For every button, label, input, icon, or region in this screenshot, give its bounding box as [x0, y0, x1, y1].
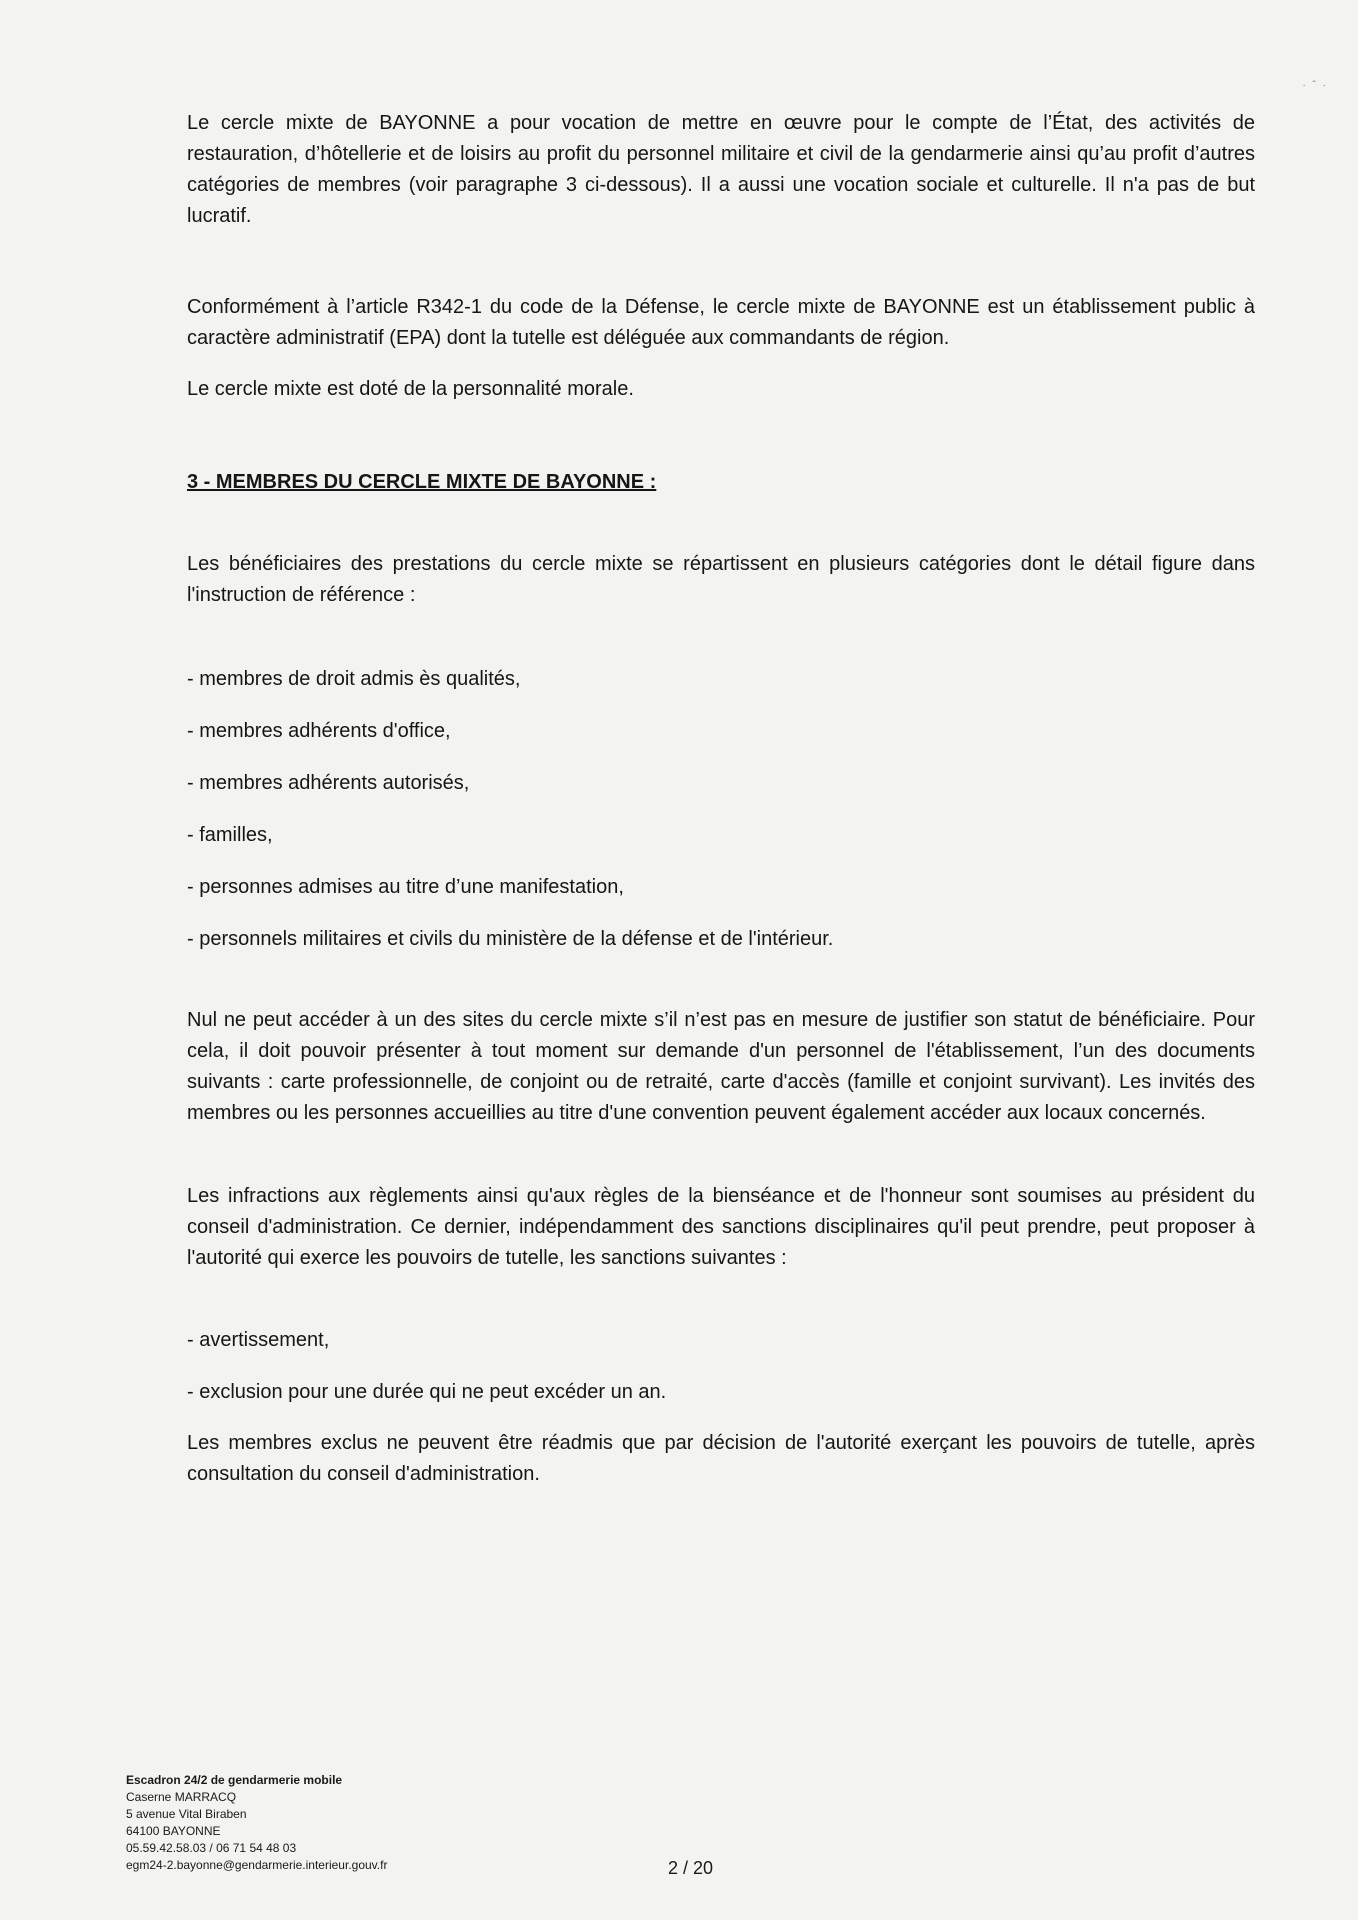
paragraph-access-conditions: Nul ne peut accéder à un des sites du cercle mixte s’il n’est pas en mesure de justifier son statut de bénéficiaire. Pour cela, il doit pouvoir présenter à tout moment sur demande d'un personnel de l'établissement, l’un des documents suivants : carte professionnelle, de conjoint ou de retraité, carte d'accès (famille et conjoint survivant). Les invités des membres ou les personnes accueillies au titre d'une convention peuvent également accéder aux locaux concernés.: [187, 1009, 1255, 1124]
document-body: [187, 108, 1255, 1490]
members-list: [187, 664, 1255, 955]
footer-city: 64100 BAYONNE: [126, 1824, 221, 1838]
footer-email: egm24-2.bayonne@gendarmerie.interieur.gouv.fr: [126, 1858, 388, 1872]
list-item: - membres adhérents autorisés,: [187, 772, 470, 794]
list-item: - avertissement,: [187, 1329, 330, 1351]
scan-mark: · ˆ ·: [1302, 80, 1328, 91]
footer-unit-name: Escadron 24/2 de gendarmerie mobile: [126, 1773, 343, 1787]
section-heading-members: 3 - MEMBRES DU CERCLE MIXTE DE BAYONNE :: [187, 471, 657, 493]
list-item: - familles,: [187, 824, 273, 846]
footer-address-block: [126, 1772, 387, 1874]
footer-barracks: Caserne MARRACQ: [126, 1790, 237, 1804]
paragraph-vocation: Le cercle mixte de BAYONNE a pour vocation de mettre en œuvre pour le compte de l’État, des activités de restauration, d’hôtellerie et de loisirs au profit du personnel militaire et civil de la gendarmerie ainsi qu’au profit d’autres catégories de membres (voir paragraphe 3 ci-dessous). Il a aussi une vocation sociale et culturelle. Il n'a pas de but lucratif.: [187, 112, 1255, 227]
paragraph-beneficiaries-intro: Les bénéficiaires des prestations du cercle mixte se répartissent en plusieurs catégories dont le détail figure dans l'instruction de référence :: [187, 553, 1255, 606]
sanctions-list: [187, 1325, 1255, 1408]
list-item: - exclusion pour une durée qui ne peut excéder un an.: [187, 1381, 667, 1403]
list-item: - membres adhérents d'office,: [187, 720, 451, 742]
list-item: - personnes admises au titre d’une manifestation,: [187, 876, 624, 898]
page-number: 2 / 20: [668, 1858, 714, 1878]
paragraph-readmission: Les membres exclus ne peuvent être réadmis que par décision de l'autorité exerçant les pouvoirs de tutelle, après consultation du conseil d'administration.: [187, 1432, 1255, 1485]
paragraph-infractions: Les infractions aux règlements ainsi qu'aux règles de la bienséance et de l'honneur sont soumises au président du conseil d'administration. Ce dernier, indépendamment des sanctions disciplinaires qu'il peut prendre, peut proposer à l'autorité qui exerce les pouvoirs de tutelle, les sanctions suivantes :: [187, 1185, 1255, 1269]
footer-street: 5 avenue Vital Biraben: [126, 1807, 247, 1821]
paragraph-legal-personality: Le cercle mixte est doté de la personnalité morale.: [187, 378, 634, 400]
list-item: - personnels militaires et civils du ministère de la défense et de l'intérieur.: [187, 928, 834, 950]
footer-phones: 05.59.42.58.03 / 06 71 54 48 03: [126, 1841, 297, 1855]
paragraph-legal-status: Conformément à l’article R342-1 du code de la Défense, le cercle mixte de BAYONNE est un établissement public à caractère administratif (EPA) dont la tutelle est déléguée aux commandants de région.: [187, 296, 1255, 349]
list-item: - membres de droit admis ès qualités,: [187, 668, 521, 690]
